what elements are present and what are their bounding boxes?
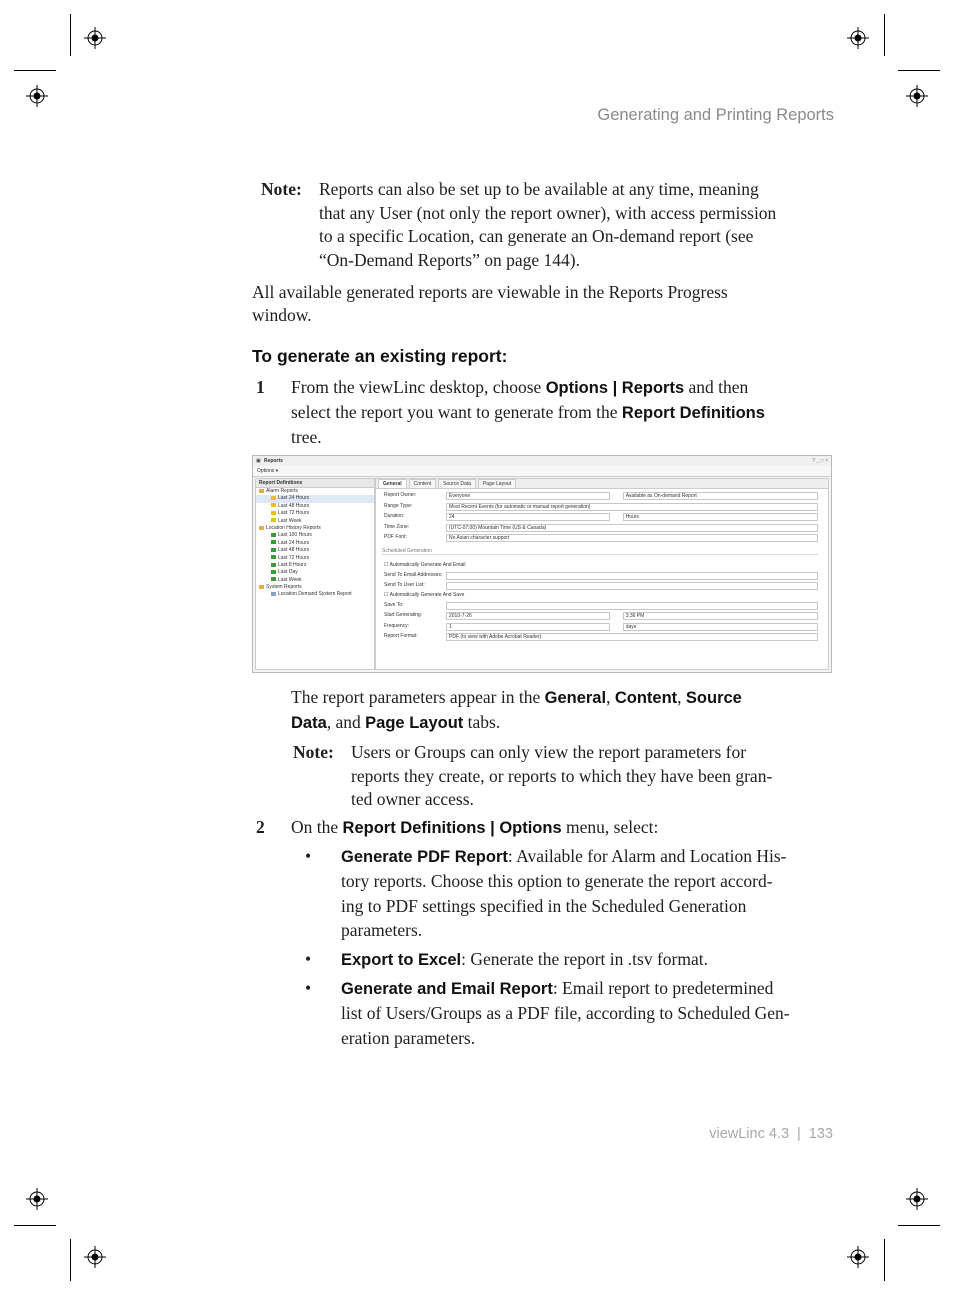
checkbox-icon[interactable]: ☐ [384,591,390,598]
tree-header: Report Definitions [256,479,374,488]
procedure-heading: To generate an existing report: [252,346,508,366]
note-line: Users or Groups can only view the report parameters for [351,742,747,762]
history-icon [271,555,276,559]
step-number: 2 [256,817,265,837]
checkbox-label: Automatically Generate And Save [389,591,465,598]
ui-reference: Options | Reports [545,379,685,397]
tab-content[interactable]: Content [409,479,437,488]
registration-target-icon [906,1188,928,1210]
history-icon [271,563,276,567]
tree-node-label: Alarm Reports [266,488,298,494]
bullet-line: eration parameters. [341,1028,476,1048]
tree-node-label: System Reports [266,584,302,591]
page-number: 133 [808,1126,833,1142]
registration-target-icon [906,85,928,107]
field-label: PDF Font: [384,534,407,540]
tree-node[interactable] [256,532,374,539]
report-parameters-panel [375,478,829,670]
tree-node-label: Last 48 Hours [278,502,310,509]
field-label: Duration: [384,513,405,519]
field-input[interactable]: 2010-7-26 [446,612,610,620]
step-text-run: On the [291,817,343,837]
tree-node-label: Last 100 Hours [278,532,312,539]
bullet-marker: • [305,846,312,866]
menu-bar [253,466,831,477]
text-run: tabs. [463,712,501,732]
form-row [384,612,818,619]
paragraph-line: window. [252,304,312,325]
tab-page-layout[interactable]: Page Layout [478,479,516,488]
registration-target-icon [847,27,869,49]
tree-node-label: Last Week [278,517,302,524]
folder-icon [259,489,264,493]
bullet-line: parameters. [341,920,423,940]
ui-reference: Content [614,689,678,707]
step-text-run: select the report you want to generate from the [291,402,622,422]
field-label: Frequency: [384,622,410,629]
window-title: Reports [264,458,283,464]
note-line: reports they create, or reports to which they have been gran- [351,765,773,786]
field-input[interactable]: No Asian character support [446,534,818,542]
tree-node[interactable] [256,503,374,510]
text-run: , and [326,712,366,732]
text-run: : Available for Alarm and Location His- [507,846,787,866]
field-input[interactable] [446,582,818,590]
history-icon [271,548,276,552]
form-row [384,633,818,640]
folder-icon [259,585,264,589]
folder-icon [259,526,264,530]
form-row [384,503,818,510]
checkbox-row[interactable] [384,592,818,599]
tree-node[interactable] [256,518,374,525]
note-line: “On-Demand Reports” on page 144). [319,249,580,270]
step-number: 1 [256,377,265,397]
text-run: : Generate the report in .tsv format. [461,949,708,969]
paragraph-line: All available generated reports are viewable in the Reports Progress [252,282,728,302]
alarm-icon [271,518,276,522]
form-row [384,534,818,541]
tree-node-label: Last Day [278,569,298,576]
history-icon [271,533,276,537]
ui-reference: Report Definitions [621,404,765,422]
field-label: Time Zone: [384,523,410,530]
note-line: Reports can also be set up to be available at any time, meaning [319,179,759,199]
note-line: to a specific Location, can generate an On-demand report (see [319,226,754,246]
bullet-line: ing to PDF settings specified in the Scheduled Generation [341,895,747,916]
tree-node[interactable] [256,591,374,598]
tree-nodes [256,488,374,599]
field-input[interactable]: (UTC-07:00) Mountain Time (US & Canada) [446,524,818,532]
step-text-run: and then [684,377,749,397]
note-label: Note: [293,742,334,762]
tree-node[interactable] [256,540,374,547]
form-row [384,524,818,531]
field-label: Report Format: [384,633,418,639]
note-line: ted owner access. [351,789,474,809]
form-row [384,513,818,520]
doc-icon [271,592,276,596]
field-extra[interactable]: 3:36 PM [623,612,818,620]
text-run: , [606,687,615,707]
ui-reference: Generate PDF Report [341,848,508,866]
note-line: that any User (not only the report owner), with access permission [319,202,777,223]
bullet-item [341,948,851,973]
field-extra[interactable]: Hours [623,513,818,521]
alarm-icon [271,503,276,507]
bullet-marker: • [305,949,312,969]
bullet-item [341,977,851,1051]
bullet-line: tory reports. Choose this option to generate the report accord- [341,871,773,891]
field-label: Range Type: [384,502,413,509]
tree-node[interactable] [256,488,374,495]
step-text [291,376,851,450]
note-body [319,178,849,272]
parameters-paragraph [291,686,851,736]
bullet-marker: • [305,978,312,998]
field-input[interactable]: Everyone [446,492,610,500]
form-row [384,572,818,579]
registration-target-icon [847,1246,869,1268]
registration-target-icon [26,85,48,107]
ui-reference: Page Layout [365,714,464,732]
bullet-item [341,845,851,943]
tab-source-data[interactable]: Source Data [438,479,476,488]
form-row [384,623,818,630]
parameter-tabs [376,479,828,489]
field-label: Start Generating: [384,612,423,618]
field-input[interactable]: 1 [446,623,610,631]
text-run: The report parameters appear in the [291,687,545,707]
form-row [384,602,818,609]
tree-node-label: Last 72 Hours [278,554,310,561]
text-run: , [677,687,686,707]
registration-target-icon [84,1246,106,1268]
field-input[interactable]: Most Recent Events (for automatic or manual report generation) [446,503,818,511]
tree-node[interactable] [256,577,374,584]
alarm-icon [271,496,276,500]
text-run: : Email report to predetermined [552,978,774,998]
field-label: Report Owner: [384,492,417,498]
field-label: Save To: [384,601,404,608]
bullet-line: list of Users/Groups as a PDF file, according to Scheduled Gen- [341,1003,790,1023]
alarm-icon [271,511,276,515]
field-input[interactable]: PDF (to view with Adobe Acrobat Reader) [446,633,818,641]
step-text-run: menu, select: [561,817,659,837]
note-label: Note: [261,179,302,199]
ui-reference: Generate and Email Report [341,980,553,998]
field-label: Send To Email Addresses: [384,571,443,578]
ui-reference: Source [685,689,742,707]
checkbox-row[interactable] [384,562,818,569]
field-input[interactable] [446,572,818,580]
footer-separator: | [797,1126,801,1142]
tree-node-label: Last 24 Hours [278,495,310,502]
tree-node[interactable] [256,562,374,569]
registration-target-icon [26,1188,48,1210]
history-icon [271,540,276,544]
form-row [384,492,818,499]
tree-node-label: Last 48 Hours [278,547,310,554]
note-body [351,741,851,812]
ui-reference: Export to Excel [341,951,462,969]
checkbox-icon[interactable]: ☐ [384,561,390,568]
product-version: viewLinc 4.3 [709,1126,790,1142]
tree-node[interactable] [256,555,374,562]
running-header: Generating and Printing Reports [597,106,834,124]
field-extra[interactable]: Available as On-demand Report [623,492,818,500]
step-text-run: tree. [291,427,322,447]
intro-paragraph [252,281,852,327]
section-header: Scheduled Generation [382,548,818,555]
ui-reference: Report Definitions | Options [342,819,562,837]
options-menu[interactable]: Options ▾ [257,468,279,474]
report-definitions-tree [255,478,375,670]
tab-general[interactable]: General [378,479,407,488]
tree-node[interactable] [256,525,374,532]
reports-window-screenshot [252,455,832,673]
step-text-run: From the viewLinc desktop, choose [291,377,546,397]
ui-reference: Data [291,714,327,732]
form-row [384,582,818,589]
field-input[interactable]: 24 [446,513,610,521]
history-icon [271,570,276,574]
tree-node-label: Last 24 Hours [278,539,310,546]
tree-node[interactable] [256,495,374,502]
field-label: Send To User List: [384,581,425,588]
registration-target-icon [84,27,106,49]
history-icon [271,577,276,581]
tree-node-label: Location Demand System Report [278,591,352,598]
tree-node-label: Last Week [278,576,302,583]
tree-node[interactable] [256,584,374,591]
checkbox-label: Automatically Generate And Email [389,561,466,568]
step-text [291,816,851,841]
tree-node[interactable] [256,547,374,554]
field-input[interactable] [446,602,818,610]
tree-node[interactable] [256,510,374,517]
window-controls[interactable]: ? _ □ × [812,458,828,464]
tree-node-label: Last 8 Hours [278,561,307,568]
window-icon: ▣ [256,458,261,464]
tree-node-label: Location History Reports [266,524,321,531]
tree-node-label: Last 72 Hours [278,510,310,517]
field-extra[interactable]: days [623,623,818,631]
page-footer [709,1126,833,1142]
tree-node[interactable] [256,569,374,576]
ui-reference: General [544,689,607,707]
